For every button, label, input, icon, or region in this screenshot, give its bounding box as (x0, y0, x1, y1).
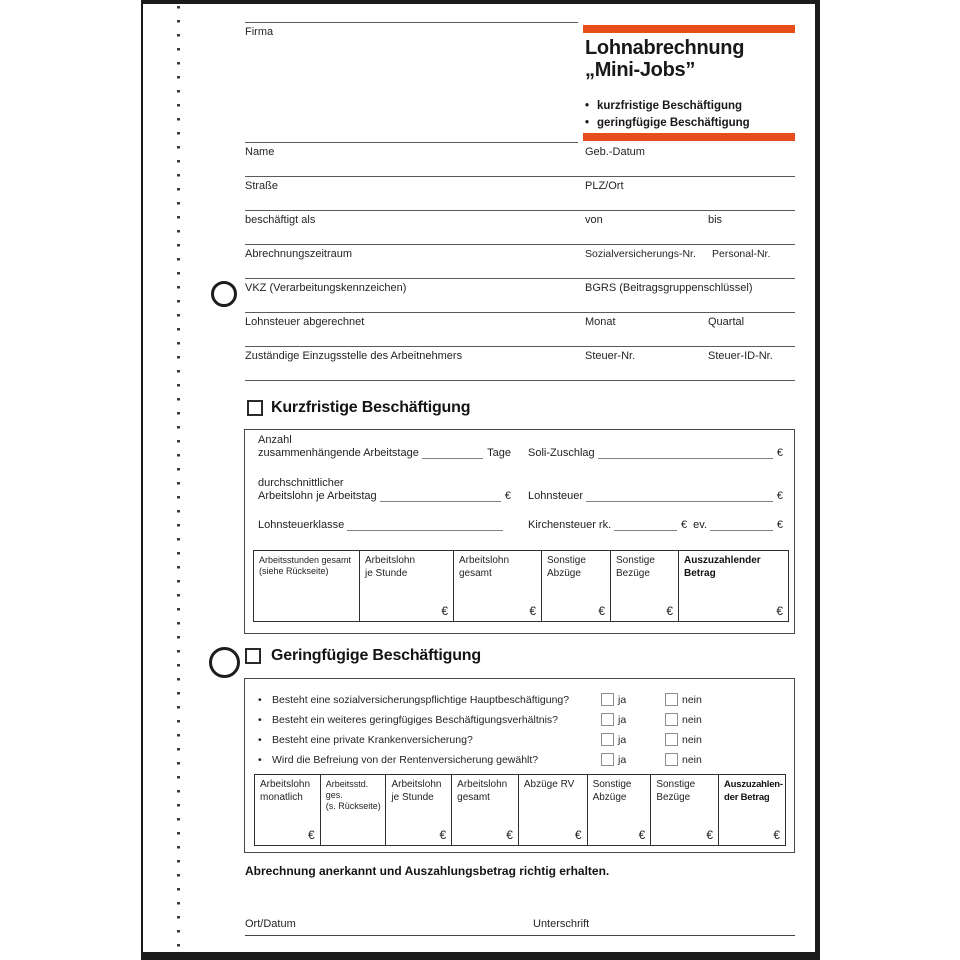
row-line-closing (245, 380, 795, 381)
table-cell-arbeitsstd-gesamt[interactable]: Arbeitsstd. ges. (s. Rückseite) (321, 775, 387, 845)
sheet-right-edge (815, 0, 820, 960)
ja-checkbox-3[interactable] (601, 733, 614, 746)
field-label-quartal: Quartal (708, 316, 745, 328)
nein-label: nein (682, 694, 702, 706)
field-label-vkz: VKZ (Verarbeitungskennzeichen) (245, 282, 407, 294)
lohnsteuer-field (528, 490, 783, 503)
kirchensteuer-label: Kirchensteuer rk. (528, 519, 612, 531)
ev-label: ev. (693, 519, 708, 531)
field-label-einzugsstelle: Zuständige Einzugsstelle des Arbeitnehmers (245, 350, 463, 362)
soli-label: Soli-Zuschlag (528, 447, 595, 459)
ja-label: ja (618, 734, 627, 746)
kurzfristig-checkbox[interactable] (247, 400, 263, 416)
row-line-name[interactable] (245, 142, 578, 143)
sheet-top-edge (141, 0, 820, 4)
table-cell-auszuzahlender-betrag[interactable]: Auszuzahlender Betrag € (684, 555, 783, 618)
ort-datum-label: Ort/Datum (245, 918, 296, 930)
unterschrift-label: Unterschrift (533, 918, 590, 930)
nein-checkbox-1[interactable] (665, 693, 678, 706)
anzahl-label-line1: Anzahl (258, 434, 292, 446)
table-cell-arbeitslohn-je-stunde[interactable]: Arbeitslohn je Stunde € (386, 775, 452, 845)
field-label-bis: bis (708, 214, 723, 226)
row-line-vkz[interactable] (245, 278, 795, 279)
field-label-plz-ort: PLZ/Ort (585, 180, 624, 192)
firma-label: Firma (245, 26, 274, 38)
question-krankenversicherung: Besteht eine private Krankenversicherung? (272, 734, 473, 746)
form-title-line2: „Mini-Jobs” (585, 59, 696, 81)
table-cell-sonstige-abzuege[interactable]: Sonstige Abzüge € (588, 775, 652, 845)
bullet-icon: • (585, 100, 590, 112)
field-label-beschaeftigt-als: beschäftigt als (245, 214, 316, 226)
euro-sign: € (776, 519, 784, 531)
table-cell-arbeitsstunden-gesamt[interactable]: Arbeitsstunden gesamt (siehe Rückseite) (254, 551, 360, 621)
geringfuegig-checkbox[interactable] (245, 648, 261, 664)
question-rentenversicherung: Wird die Befreiung von der Rentenversicherung gewählt? (272, 754, 539, 766)
question-hauptbeschaeftigung: Besteht eine sozialversicherungspflichtige Hauptbeschäftigung? (272, 694, 570, 706)
title-bullet-list (585, 98, 750, 132)
field-label-personal-nr: Personal-Nr. (712, 248, 771, 260)
euro-sign: € (776, 490, 783, 502)
accent-bar-top (583, 25, 795, 33)
row-line-abrechnungszeitraum[interactable] (245, 244, 795, 245)
field-label-bgrs: BGRS (Beitragsgruppenschlüssel) (585, 282, 753, 294)
table-cell-auszuzahlender-betrag[interactable]: Auszuzahlen- der Betrag € (724, 779, 783, 842)
field-label-steuer-nr: Steuer-Nr. (585, 350, 636, 362)
confirmation-text: Abrechnung anerkannt und Auszahlungsbetrag richtig erhalten. (245, 864, 610, 878)
field-label-sozialversicherungs-nr: Sozialversicherungs-Nr. (585, 248, 696, 260)
row-line-strasse[interactable] (245, 176, 795, 177)
field-label-von: von (585, 214, 603, 226)
field-label-steuer-id-nr: Steuer-ID-Nr. (708, 350, 773, 362)
nein-label: nein (682, 754, 702, 766)
geringfuegig-table (254, 774, 786, 846)
table-cell-arbeitslohn-gesamt[interactable]: Arbeitslohn gesamt € (452, 775, 519, 845)
lohnsteuer-fill-line[interactable] (586, 501, 773, 502)
bullet-icon: • (258, 694, 262, 706)
field-label-strasse: Straße (245, 180, 279, 192)
ja-checkbox-1[interactable] (601, 693, 614, 706)
table-cell-arbeitslohn-gesamt[interactable]: Arbeitslohn gesamt € (454, 551, 542, 621)
nein-checkbox-4[interactable] (665, 753, 678, 766)
nein-checkbox-3[interactable] (665, 733, 678, 746)
punch-hole-top (211, 281, 237, 307)
kirchensteuer-rk-fill-line[interactable] (614, 530, 677, 531)
table-cell-sonstige-bezuege[interactable]: Sonstige Bezüge € (611, 551, 679, 621)
bullet-icon: • (258, 714, 262, 726)
ja-checkbox-4[interactable] (601, 753, 614, 766)
form-title-line1: Lohnabrechnung (585, 37, 745, 59)
question-beschaeftigungsverhaeltnis: Besteht ein weiteres geringfügiges Beschäftigungsverhältnis? (272, 714, 559, 726)
euro-sign: € (681, 519, 688, 531)
soli-fill-line[interactable] (598, 458, 773, 459)
field-label-monat: Monat (585, 316, 616, 328)
lohnsteuerklasse-label: Lohnsteuerklasse (258, 519, 345, 531)
anzahl-fill-line[interactable] (422, 458, 483, 459)
tage-suffix: Tage (487, 447, 511, 459)
nein-checkbox-2[interactable] (665, 713, 678, 726)
kirchensteuer-field (528, 519, 783, 532)
table-cell-arbeitslohn-monatlich[interactable]: Arbeitslohn monatlich € (255, 775, 321, 845)
accent-bar-bottom (583, 133, 795, 141)
firma-line[interactable] (245, 22, 578, 23)
geringfuegig-heading: Geringfügige Beschäftigung (271, 647, 481, 664)
soli-zuschlag-field (528, 447, 783, 460)
signature-line[interactable] (245, 935, 795, 936)
lohnsteuerklasse-field (258, 519, 506, 532)
kirchensteuer-ev-fill-line[interactable] (710, 530, 773, 531)
table-cell-sonstige-bezuege[interactable]: Sonstige Bezüge € (651, 775, 719, 845)
bullet-icon: • (585, 117, 590, 129)
title-block (583, 25, 795, 141)
perforation-dots (177, 6, 180, 948)
lohnsteuerklasse-fill-line[interactable] (347, 530, 503, 531)
lohnsteuer-label: Lohnsteuer (528, 490, 584, 502)
anzahl-label-line2: zusammenhängende Arbeitstage (258, 447, 419, 459)
field-label-lohnsteuer-abgerechnet: Lohnsteuer abgerechnet (245, 316, 365, 328)
ja-label: ja (618, 754, 627, 766)
table-cell-arbeitslohn-je-stunde[interactable]: Arbeitslohn je Stunde € (360, 551, 454, 621)
avg-label-line2: Arbeitslohn je Arbeitstag (258, 490, 377, 502)
arbeitslohn-je-arbeitstag-field (258, 490, 511, 503)
punch-hole-bottom (209, 647, 240, 678)
table-cell-sonstige-abzuege[interactable]: Sonstige Abzüge € (542, 551, 611, 621)
field-label-geb-datum: Geb.-Datum (585, 146, 645, 158)
kurzfristig-heading: Kurzfristige Beschäftigung (271, 399, 471, 416)
bullet-icon: • (258, 734, 262, 746)
field-label-name: Name (245, 146, 275, 158)
field-label-abrechnungszeitraum: Abrechnungszeitraum (245, 248, 353, 260)
title-bullet-item: • kurzfristige Beschäftigung (585, 98, 750, 115)
title-bullet-item: • geringfügige Beschäftigung (585, 115, 750, 132)
euro-sign: € (504, 490, 511, 502)
ja-label: ja (618, 694, 627, 706)
avg-fill-line[interactable] (380, 501, 501, 502)
bullet-icon: • (258, 754, 262, 766)
nein-label: nein (682, 714, 702, 726)
form-title (585, 37, 744, 81)
row-line-lohnsteuer[interactable] (245, 312, 795, 313)
anzahl-arbeitstage-field (258, 447, 511, 460)
ja-checkbox-2[interactable] (601, 713, 614, 726)
row-line-einzugsstelle[interactable] (245, 346, 795, 347)
table-cell-abzuege-rv[interactable]: Abzüge RV € (519, 775, 588, 845)
row-line-beschaeftigt[interactable] (245, 210, 795, 211)
kurzfristig-table (253, 550, 789, 622)
sheet-left-edge (141, 0, 143, 960)
avg-label-line1: durchschnittlicher (258, 477, 344, 489)
sheet-bottom-edge (141, 952, 820, 960)
ja-label: ja (618, 714, 627, 726)
nein-label: nein (682, 734, 702, 746)
euro-sign: € (776, 447, 783, 459)
